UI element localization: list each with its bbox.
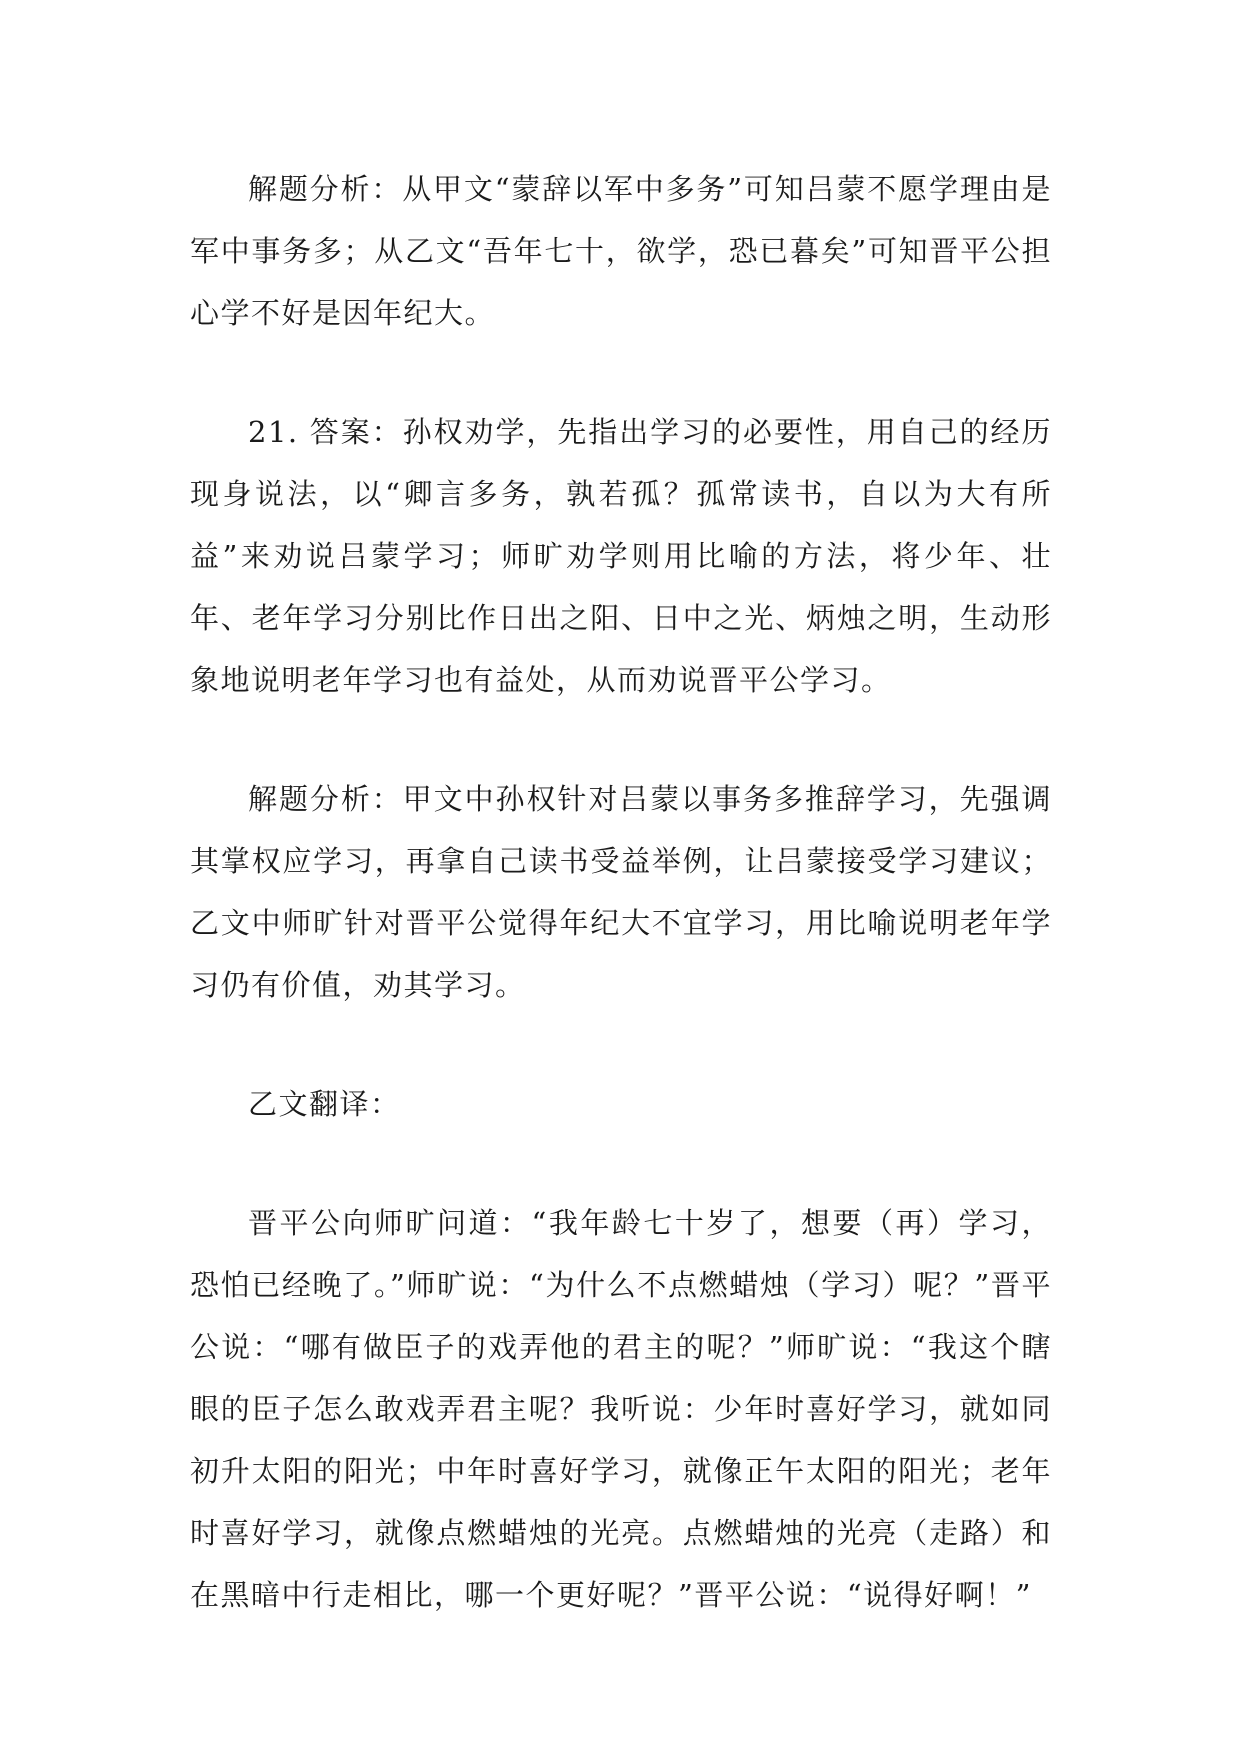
document-body: [190, 158, 1052, 1683]
translation-paragraph: 晋平公向师旷问道：“我年龄七十岁了，想要（再）学习，恐怕已经晚了。”师旷说：“为什么不点燃蜡烛（学习）呢？”晋平公说：“哪有做臣子的戏弄他的君主的呢？”师旷说：“我这个瞎眼的臣子怎么敢戏弄君主呢？我听说：少年时喜好学习，就如同初升太阳的阳光；中年时喜好学习，就像正午太阳的阳光；老年时喜好学习，就像点燃蜡烛的光亮。点燃蜡烛的光亮（走路）和在黑暗中行走相比，哪一个更好呢？”晋平公说：“说得好啊！”: [190, 1206, 1052, 1612]
analysis-paragraph-20: 解题分析：从甲文“蒙辞以军中多务”可知吕蒙不愿学理由是军中事务多；从乙文“吾年七十，欲学，恐已暮矣”可知晋平公担心学不好是因年纪大。: [190, 172, 1052, 330]
translation-heading: 乙文翻译：: [248, 1087, 401, 1121]
answer-paragraph-21: 21. 答案：孙权劝学，先指出学习的必要性，用自己的经历现身说法，以“卿言多务，孰若孤？孤常读书，自以为大有所益”来劝说吕蒙学习；师旷劝学则用比喻的方法，将少年、壮年、老年学习分别比作日出之阳、日中之光、炳烛之明，生动形象地说明老年学习也有益处，从而劝说晋平公学习。: [190, 415, 1052, 697]
analysis-paragraph-21: 解题分析：甲文中孙权针对吕蒙以事务多推辞学习，先强调其掌权应学习，再拿自己读书受益举例，让吕蒙接受学习建议；乙文中师旷针对晋平公觉得年纪大不宜学习，用比喻说明老年学习仍有价值，劝其学习。: [190, 782, 1052, 1002]
